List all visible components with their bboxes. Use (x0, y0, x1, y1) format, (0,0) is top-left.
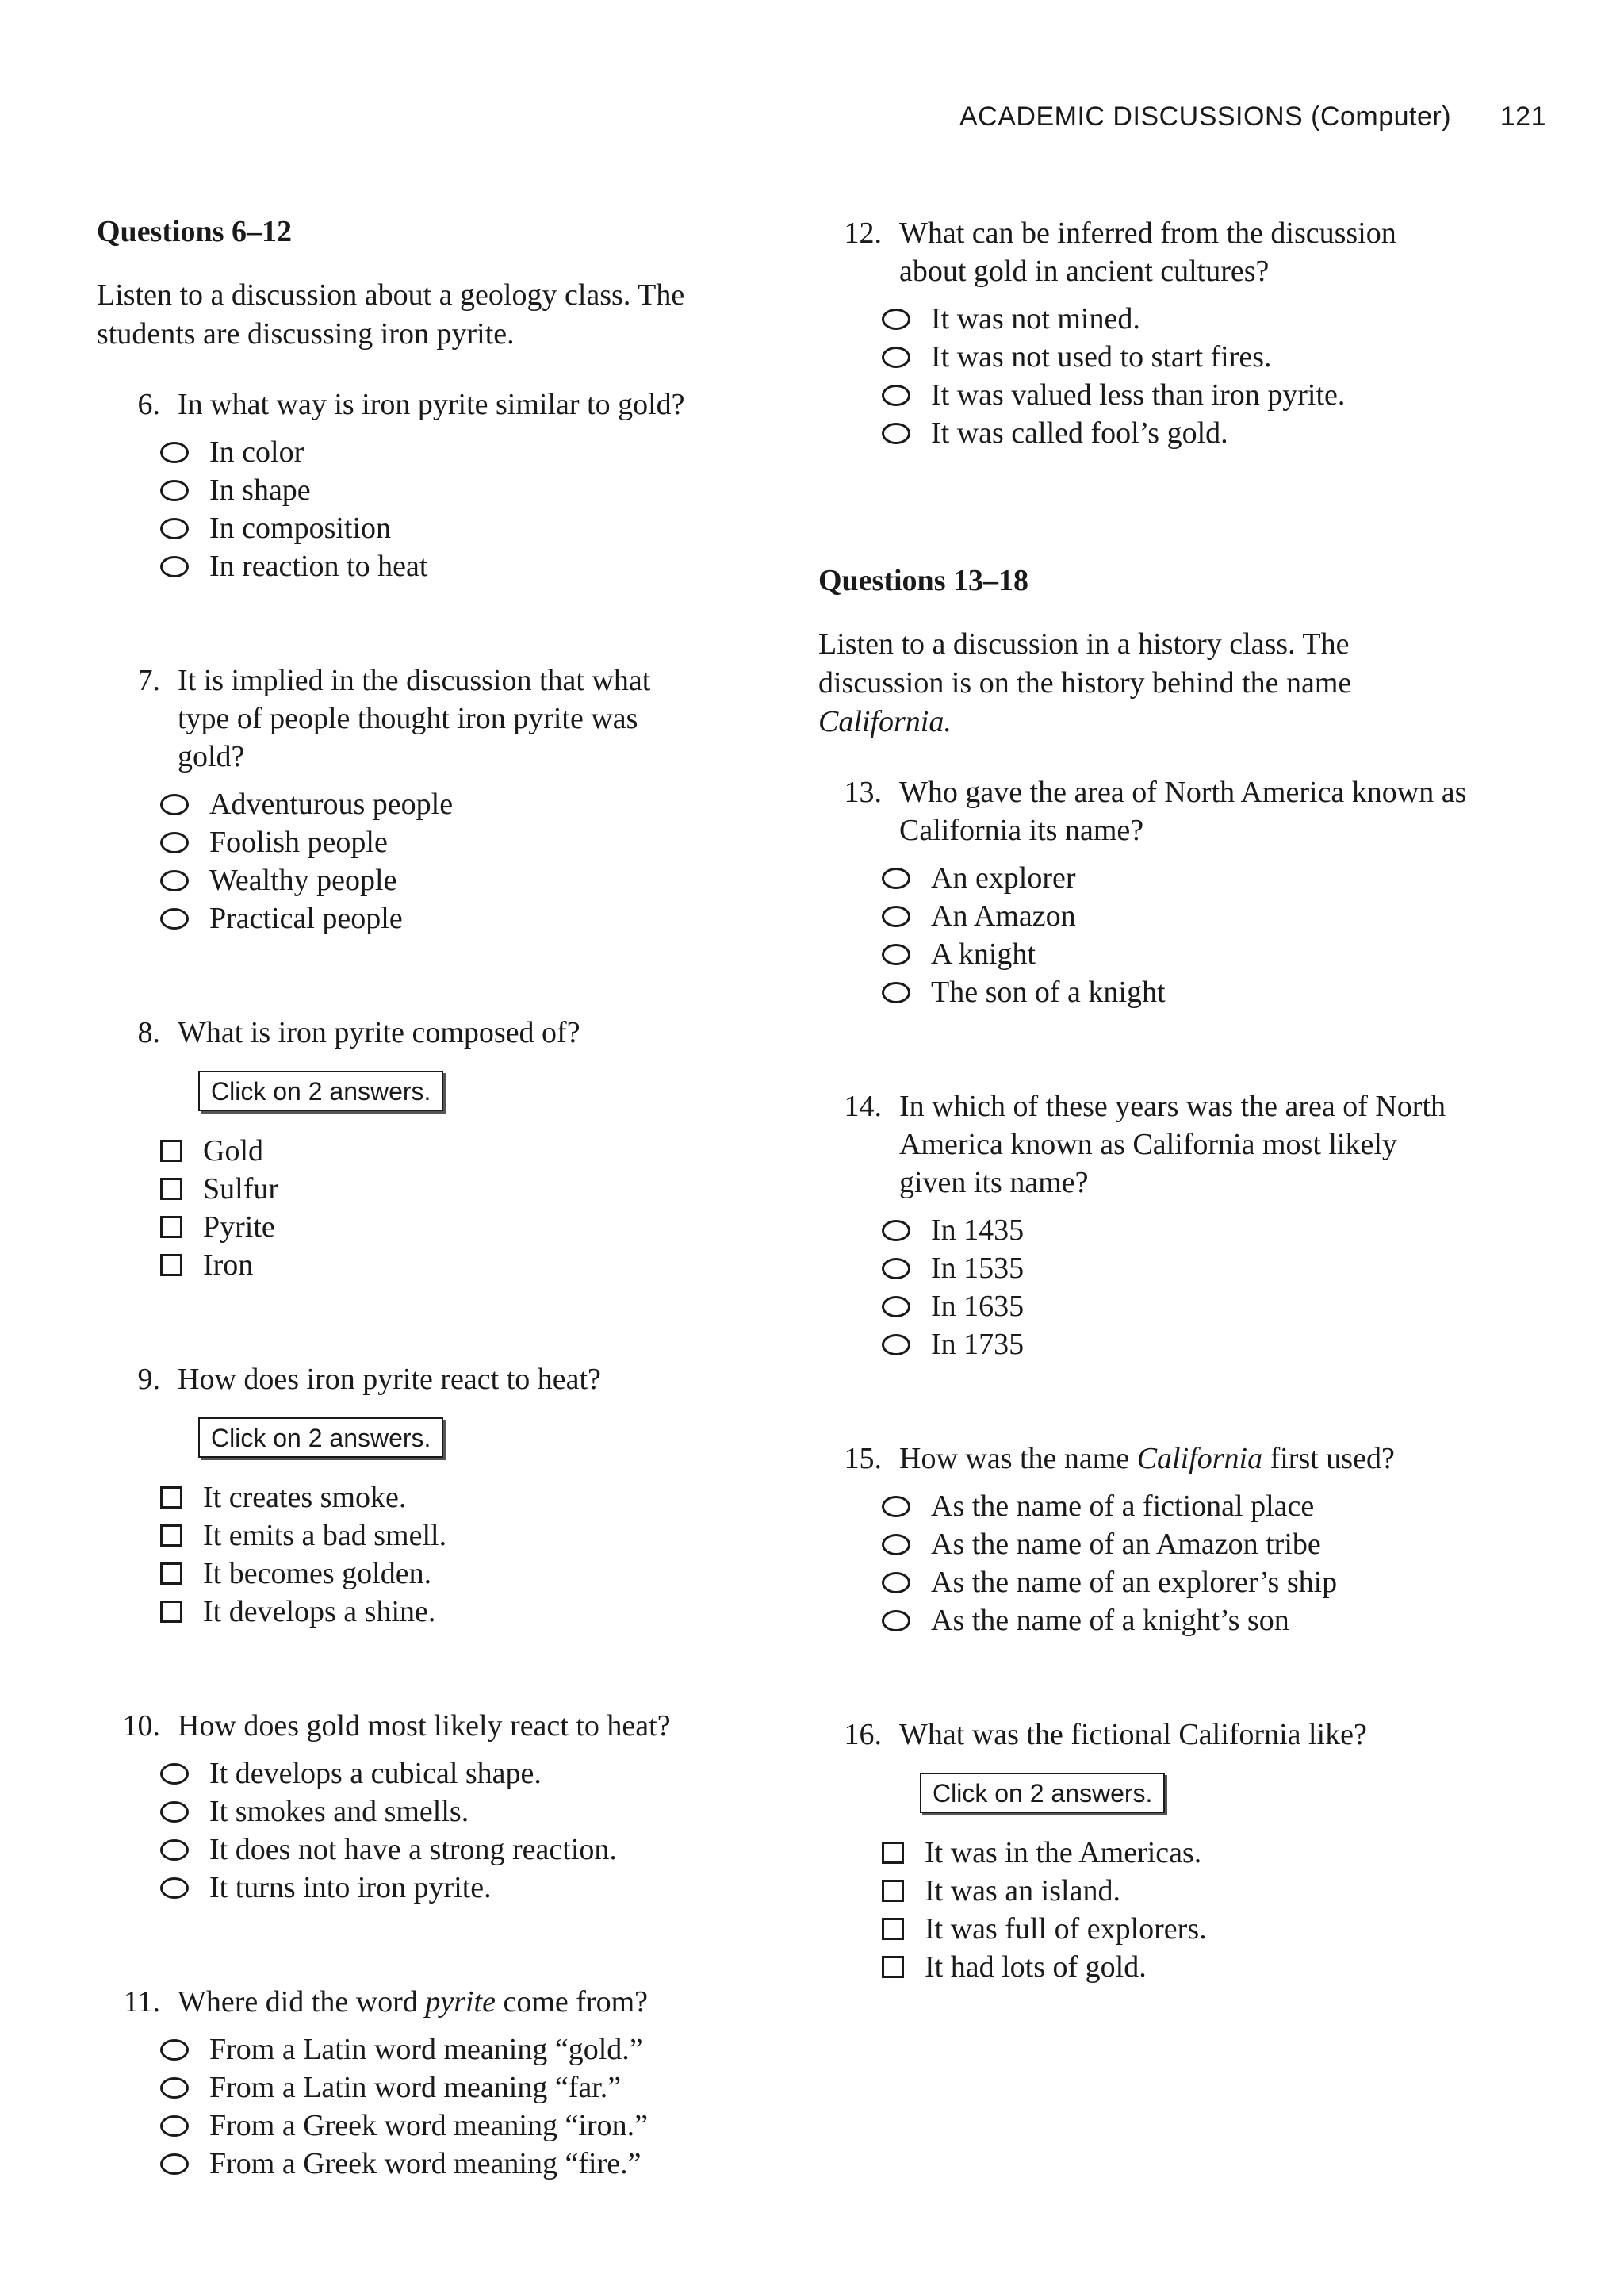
checkbox-icon[interactable] (160, 1140, 182, 1162)
answer-option[interactable] (160, 2030, 747, 2069)
option-label: From a Latin word meaning “far.” (209, 2071, 622, 2104)
answer-option[interactable] (882, 1563, 1469, 1601)
checkbox-icon[interactable] (160, 1486, 182, 1509)
section-title: ACADEMIC DISCUSSIONS (Computer) (959, 102, 1452, 132)
click-instruction-box: Click on 2 answers. (198, 1417, 443, 1458)
answer-option[interactable] (882, 1211, 1469, 1249)
answer-option[interactable] (160, 2069, 747, 2107)
page-number: 121 (1500, 102, 1546, 132)
question-number: 12. (844, 217, 882, 250)
page-header (959, 102, 1546, 132)
question-13 (818, 773, 1469, 1011)
option-label: Pyrite (203, 1210, 275, 1244)
option-label: It smokes and smells. (209, 1795, 469, 1828)
option-label: In color (209, 435, 304, 469)
checkbox-icon[interactable] (882, 1956, 904, 1978)
option-label: Sulfur (203, 1172, 278, 1206)
question-stem: In what way is iron pyrite similar to gold? (178, 388, 685, 421)
answer-option[interactable] (882, 338, 1469, 376)
option-label: In reaction to heat (209, 550, 428, 583)
radio-oval-icon[interactable] (160, 870, 189, 891)
question-stem: Where did the word pyrite come from? (178, 1985, 649, 2019)
radio-oval-icon[interactable] (882, 944, 910, 965)
radio-oval-icon[interactable] (160, 1801, 189, 1823)
answer-option[interactable] (882, 1525, 1469, 1563)
question-number: 7. (137, 664, 160, 697)
radio-oval-icon[interactable] (160, 1839, 189, 1861)
question-stem: In which of these years was the area of North America known as California most likely given its name? (899, 1090, 1446, 1199)
answer-option[interactable] (882, 1487, 1469, 1525)
option-label: Iron (203, 1248, 254, 1282)
radio-oval-icon[interactable] (160, 2115, 189, 2137)
answer-option[interactable] (882, 1249, 1469, 1287)
right-column (818, 214, 1469, 2062)
question-number: 11. (123, 1985, 160, 2019)
radio-oval-icon[interactable] (882, 309, 910, 330)
radio-oval-icon[interactable] (882, 1258, 910, 1279)
option-label: It had lots of gold. (925, 1950, 1147, 1984)
option-label: From a Greek word meaning “fire.” (209, 2147, 642, 2180)
answer-option[interactable] (882, 1834, 1469, 1872)
question-9 (97, 1360, 747, 1631)
question-set-intro: Listen to a discussion about a geology class. The students are discussing iron pyrite. (97, 278, 685, 351)
option-label: An Amazon (931, 899, 1076, 933)
answer-option[interactable] (160, 1792, 747, 1831)
option-label: It was not mined. (931, 302, 1140, 335)
option-label: As the name of an explorer’s ship (931, 1566, 1338, 1599)
click-instruction-box: Click on 2 answers. (198, 1071, 443, 1111)
question-number: 8. (137, 1016, 160, 1049)
answer-option[interactable] (160, 1593, 747, 1631)
question-16 (818, 1716, 1469, 1986)
answer-option[interactable] (160, 785, 747, 823)
radio-oval-icon[interactable] (882, 906, 910, 927)
option-label: Gold (203, 1134, 263, 1168)
answer-option[interactable] (882, 1601, 1469, 1639)
question-7 (97, 661, 747, 937)
checkbox-icon[interactable] (160, 1254, 182, 1276)
option-label: In 1735 (931, 1328, 1025, 1361)
radio-oval-icon[interactable] (160, 2039, 189, 2061)
question-15 (818, 1440, 1469, 1639)
checkbox-icon[interactable] (882, 1880, 904, 1902)
option-label: Wealthy people (209, 864, 397, 897)
answer-option[interactable] (160, 1516, 747, 1555)
question-10 (97, 1707, 747, 1907)
answer-option[interactable] (882, 1325, 1469, 1363)
answer-option[interactable] (160, 1754, 747, 1792)
italic-term: California (1136, 1442, 1263, 1475)
radio-oval-icon[interactable] (160, 832, 189, 853)
question-number: 9. (137, 1363, 160, 1396)
answer-options (882, 859, 1469, 1011)
radio-oval-icon[interactable] (160, 518, 189, 539)
question-set-title: Questions 13–18 (818, 564, 1028, 597)
answer-options (160, 1478, 747, 1631)
option-label: It develops a cubical shape. (209, 1757, 542, 1790)
option-label: It develops a shine. (203, 1595, 436, 1628)
answer-options (160, 1132, 747, 1284)
radio-oval-icon[interactable] (882, 1220, 910, 1241)
option-label: It creates smoke. (203, 1481, 407, 1514)
question-number: 16. (844, 1718, 882, 1751)
radio-oval-icon[interactable] (160, 2077, 189, 2099)
radio-oval-icon[interactable] (882, 1534, 910, 1555)
answer-option[interactable] (160, 547, 747, 585)
answer-options (882, 1834, 1469, 1986)
question-14 (818, 1087, 1469, 1363)
answer-option[interactable] (882, 859, 1469, 897)
italic-term: California. (818, 705, 952, 738)
question-set-intro: Listen to a discussion in a history class. The discussion is on the history behind the name California. (818, 627, 1352, 738)
answer-option[interactable] (882, 414, 1469, 452)
question-set-title: Questions 6–12 (97, 215, 292, 248)
option-label: Practical people (209, 902, 403, 935)
radio-oval-icon[interactable] (882, 1496, 910, 1517)
radio-oval-icon[interactable] (882, 423, 910, 444)
left-column (97, 214, 747, 2259)
option-label: It was called fool’s gold. (931, 416, 1228, 450)
option-label: It was full of explorers. (925, 1912, 1207, 1946)
radio-oval-icon[interactable] (160, 442, 189, 463)
radio-oval-icon[interactable] (882, 1610, 910, 1631)
radio-oval-icon[interactable] (882, 982, 910, 1003)
option-label: From a Greek word meaning “iron.” (209, 2109, 648, 2142)
answer-option[interactable] (160, 861, 747, 899)
option-label: The son of a knight (931, 976, 1166, 1009)
radio-oval-icon[interactable] (160, 1877, 189, 1899)
question-number: 15. (844, 1442, 882, 1475)
answer-option[interactable] (160, 1246, 747, 1284)
answer-options (882, 1487, 1469, 1639)
radio-oval-icon[interactable] (160, 2153, 189, 2175)
option-label: In shape (209, 474, 311, 507)
answer-option[interactable] (160, 471, 747, 509)
answer-option[interactable] (160, 2107, 747, 2145)
answer-option[interactable] (882, 973, 1469, 1011)
answer-options (882, 1211, 1469, 1363)
checkbox-icon[interactable] (882, 1918, 904, 1940)
question-stem: How does gold most likely react to heat? (178, 1709, 671, 1743)
answer-option[interactable] (160, 1170, 747, 1208)
italic-term: pyrite (425, 1985, 496, 2019)
answer-option[interactable] (160, 899, 747, 937)
question-stem: Who gave the area of North America known as California its name? (899, 776, 1467, 847)
answer-options (160, 433, 747, 585)
option-label: As the name of a fictional place (931, 1490, 1315, 1523)
option-label: It does not have a strong reaction. (209, 1833, 617, 1866)
option-label: In 1535 (931, 1252, 1025, 1285)
answer-options (160, 2030, 747, 2183)
option-label: It was in the Americas. (925, 1836, 1202, 1869)
answer-option[interactable] (160, 1555, 747, 1593)
checkbox-icon[interactable] (160, 1562, 182, 1585)
option-label: It was an island. (925, 1874, 1120, 1908)
answer-option[interactable] (160, 1208, 747, 1246)
question-8 (97, 1014, 747, 1284)
answer-option[interactable] (160, 1869, 747, 1907)
radio-oval-icon[interactable] (882, 868, 910, 889)
answer-option[interactable] (160, 823, 747, 861)
option-label: In 1635 (931, 1290, 1025, 1323)
answer-option[interactable] (882, 897, 1469, 935)
option-label: It was not used to start fires. (931, 340, 1272, 374)
answer-option[interactable] (160, 1478, 747, 1516)
option-label: Foolish people (209, 826, 388, 859)
option-label: As the name of an Amazon tribe (931, 1528, 1321, 1561)
option-label: As the name of a knight’s son (931, 1604, 1289, 1637)
answer-option[interactable] (882, 376, 1469, 414)
answer-option[interactable] (882, 935, 1469, 973)
radio-oval-icon[interactable] (160, 480, 189, 501)
option-label: It turns into iron pyrite. (209, 1871, 492, 1904)
checkbox-icon[interactable] (160, 1216, 182, 1238)
answer-option[interactable] (160, 1132, 747, 1170)
option-label: It becomes golden. (203, 1557, 432, 1590)
option-label: In composition (209, 512, 392, 545)
option-label: It was valued less than iron pyrite. (931, 378, 1346, 412)
answer-option[interactable] (160, 433, 747, 471)
question-number: 13. (844, 776, 882, 809)
question-12 (818, 214, 1469, 452)
question-stem: What was the fictional California like? (899, 1718, 1367, 1751)
answer-option[interactable] (882, 300, 1469, 338)
question-number: 14. (844, 1090, 882, 1123)
radio-oval-icon[interactable] (882, 1334, 910, 1355)
answer-option[interactable] (882, 1872, 1469, 1910)
option-label: Adventurous people (209, 788, 454, 821)
answer-option[interactable] (882, 1910, 1469, 1948)
option-label: In 1435 (931, 1214, 1025, 1247)
question-stem: What can be inferred from the discussion about gold in ancient cultures? (899, 217, 1396, 288)
question-stem: How was the name California first used? (899, 1442, 1395, 1475)
answer-option[interactable] (160, 509, 747, 547)
option-label: It emits a bad smell. (203, 1519, 447, 1552)
checkbox-icon[interactable] (160, 1524, 182, 1547)
answer-options (160, 1754, 747, 1907)
question-number: 10. (122, 1709, 160, 1743)
option-label: An explorer (931, 861, 1076, 895)
answer-option[interactable] (160, 1831, 747, 1869)
answer-options (160, 785, 747, 937)
radio-oval-icon[interactable] (160, 908, 189, 930)
radio-oval-icon[interactable] (882, 385, 910, 406)
question-stem: It is implied in the discussion that what type of people thought iron pyrite was gold? (178, 664, 651, 773)
radio-oval-icon[interactable] (160, 556, 189, 577)
radio-oval-icon[interactable] (160, 1763, 189, 1785)
answer-options (882, 300, 1469, 452)
radio-oval-icon[interactable] (882, 347, 910, 368)
question-11 (97, 1983, 747, 2183)
option-label: From a Latin word meaning “gold.” (209, 2033, 643, 2066)
click-instruction-box: Click on 2 answers. (920, 1773, 1165, 1813)
checkbox-icon[interactable] (160, 1178, 182, 1200)
option-label: A knight (931, 937, 1036, 971)
answer-option[interactable] (882, 1948, 1469, 1986)
radio-oval-icon[interactable] (160, 794, 189, 815)
checkbox-icon[interactable] (160, 1601, 182, 1623)
checkbox-icon[interactable] (882, 1842, 904, 1864)
radio-oval-icon[interactable] (882, 1572, 910, 1593)
question-stem: What is iron pyrite composed of? (178, 1016, 580, 1049)
question-stem: How does iron pyrite react to heat? (178, 1363, 601, 1396)
answer-option[interactable] (882, 1287, 1469, 1325)
answer-option[interactable] (160, 2145, 747, 2183)
question-6 (97, 385, 747, 585)
radio-oval-icon[interactable] (882, 1296, 910, 1317)
question-number: 6. (137, 388, 160, 421)
